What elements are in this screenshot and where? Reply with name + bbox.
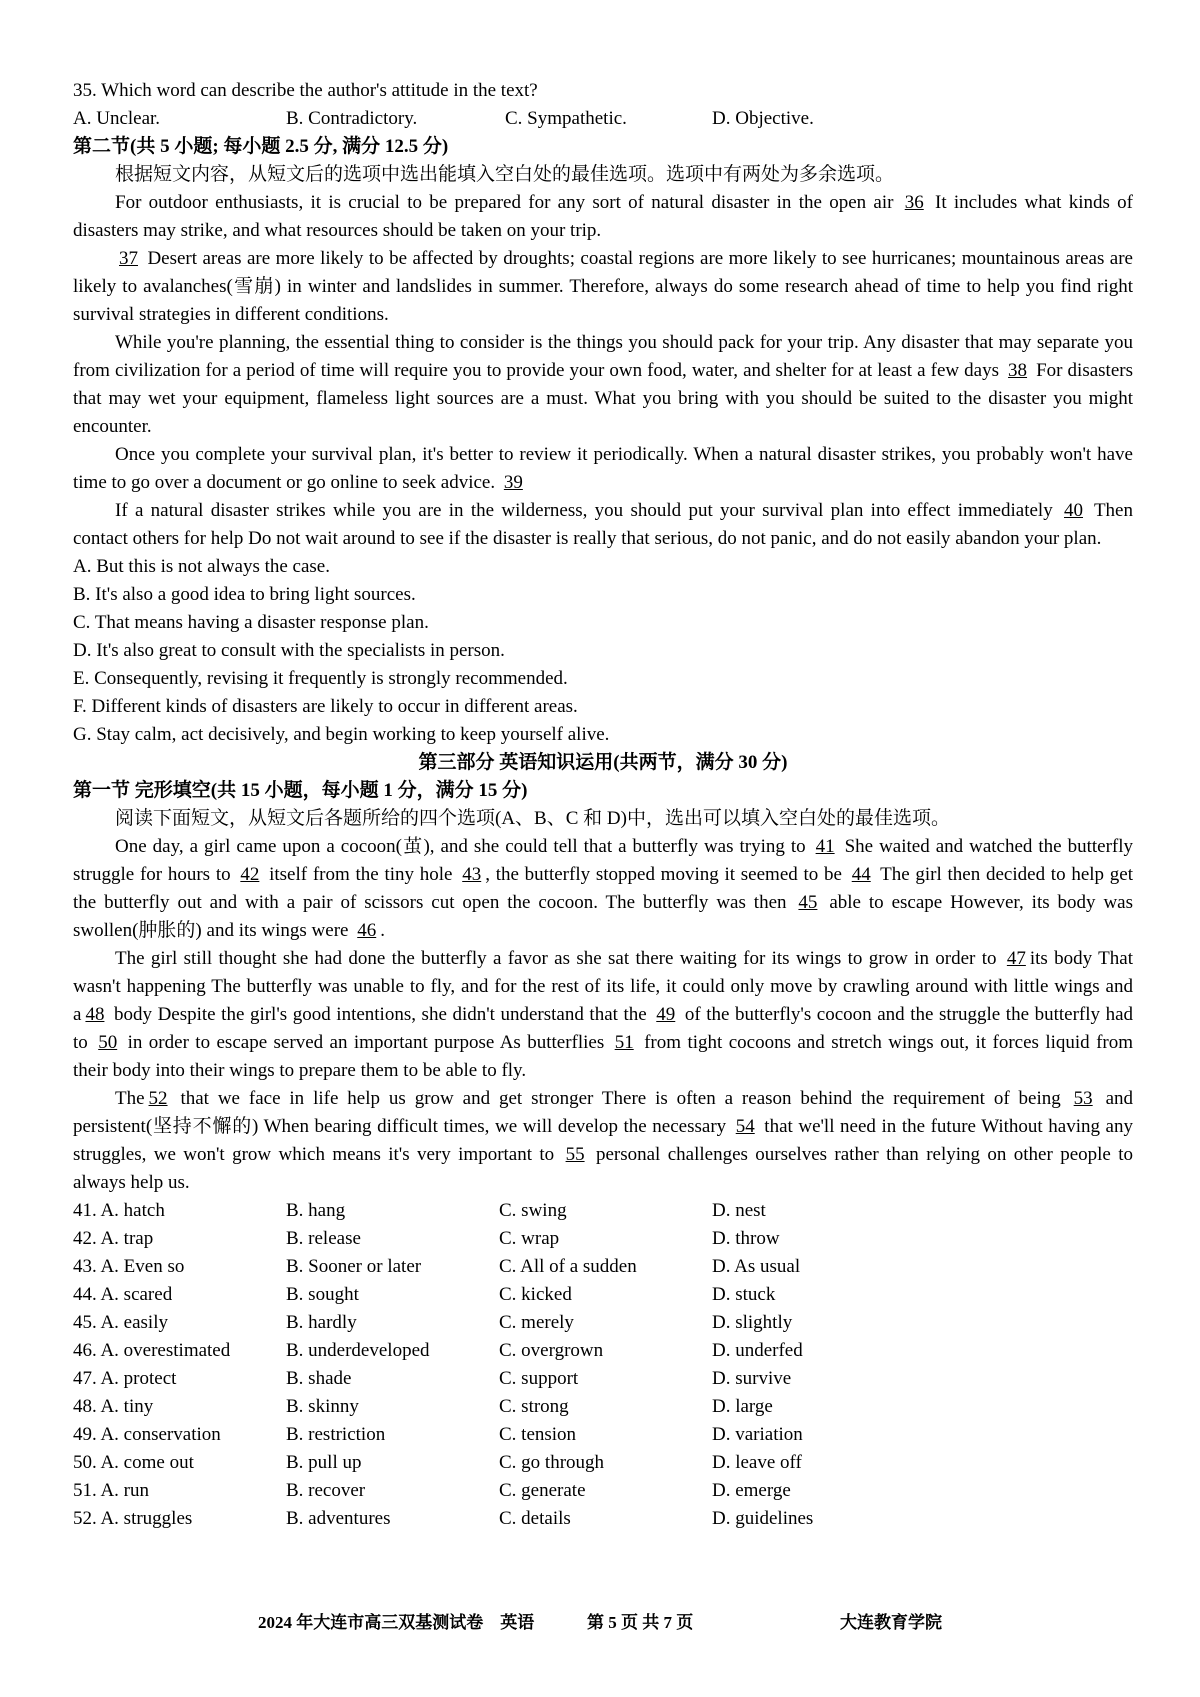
blank-53[interactable]: 53: [1073, 1088, 1093, 1109]
cloze-option[interactable]: C. details: [499, 1508, 571, 1529]
cloze-option[interactable]: B. restriction: [286, 1424, 386, 1445]
passage-text: able to escape However, its body was swollen(肿胀的) and its wings were: [73, 892, 1133, 941]
cloze-option[interactable]: B. release: [286, 1228, 361, 1249]
cloze-option[interactable]: D. leave off: [712, 1452, 802, 1473]
passage-text: from tight cocoons and stretch wings out, it forces liquid from their body into their wings to prepare them to be able to fly.: [73, 1032, 1134, 1081]
s2-option-c[interactable]: C. That means having a disaster response plan.: [73, 612, 429, 633]
blank-38[interactable]: 38: [1008, 360, 1028, 381]
cloze-option[interactable]: B. shade: [286, 1368, 352, 1389]
q35-option-b[interactable]: B. Contradictory.: [286, 108, 418, 129]
cloze-option[interactable]: B. Sooner or later: [286, 1256, 422, 1277]
passage-text: in order to escape served an important purpose As butterflies: [121, 1032, 611, 1053]
passage-text: The girl then decided to help get the butterfly out and with a pair of scissors cut open the cocoon. The butterfly was then: [73, 864, 1133, 913]
blank-36[interactable]: 36: [904, 192, 924, 213]
cloze-option[interactable]: D. emerge: [712, 1480, 791, 1501]
cloze-option[interactable]: C. swing: [499, 1200, 567, 1221]
passage-text: The: [115, 1088, 145, 1109]
footer-page-number: 第 5 页 共 7 页: [587, 1613, 694, 1632]
cloze-paragraph-2: [73, 945, 1133, 1085]
blank-55[interactable]: 55: [565, 1144, 585, 1165]
cloze-option[interactable]: D. underfed: [712, 1340, 803, 1361]
blank-49[interactable]: 49: [656, 1004, 676, 1025]
cloze-option[interactable]: D. As usual: [712, 1256, 801, 1277]
passage-text: The girl still thought she had done the butterfly a favor as she sat there waiting for its wings to grow in order to: [115, 948, 1003, 969]
cloze-question-row: [73, 1393, 1133, 1421]
cloze-option[interactable]: C. overgrown: [499, 1340, 604, 1361]
q35-option-a[interactable]: A. Unclear.: [73, 108, 161, 129]
blank-42[interactable]: 42: [240, 864, 260, 885]
cloze-option[interactable]: 49. A. conservation: [73, 1424, 221, 1445]
cloze-option[interactable]: D. slightly: [712, 1312, 793, 1333]
section2-heading: 第二节(共 5 小题; 每小题 2.5 分, 满分 12.5 分): [73, 136, 449, 157]
cloze-option[interactable]: D. survive: [712, 1368, 792, 1389]
s2-option-f[interactable]: F. Different kinds of disasters are likely to occur in different areas.: [73, 696, 578, 717]
section2-instruction: 根据短文内容，从短文后的选项中选出能填入空白处的最佳选项。选项中有两处为多余选项。: [115, 164, 895, 185]
cloze-option[interactable]: B. recover: [286, 1480, 366, 1501]
footer-organization: 大连教育学院: [840, 1613, 942, 1632]
cloze-option[interactable]: 42. A. trap: [73, 1228, 154, 1249]
cloze-option[interactable]: 50. A. come out: [73, 1452, 194, 1473]
blank-48[interactable]: 48: [85, 1004, 105, 1025]
blank-46[interactable]: 46: [357, 920, 377, 941]
q35-option-d[interactable]: D. Objective.: [712, 108, 814, 129]
cloze-paragraph-3: [73, 1085, 1133, 1197]
blank-50[interactable]: 50: [98, 1032, 118, 1053]
s2-paragraph-1: For outdoor enthusiasts, it is crucial to be prepared for any sort of natural disaster in the open air 36 It includes what kinds of disasters may strike, and what resources should be taken on your trip.: [73, 192, 1133, 241]
passage-text: its body That wasn't happening The butterfly was unable to fly, and for the rest of its life, it could only move by crawling around with little wings and a: [73, 948, 1133, 1025]
passage-text: One day, a girl came upon a cocoon(茧), and she could tell that a butterfly was trying to: [115, 836, 812, 857]
blank-43[interactable]: 43: [462, 864, 482, 885]
s2-option-d[interactable]: D. It's also great to consult with the specialists in person.: [73, 640, 505, 661]
q35-option-c[interactable]: C. Sympathetic.: [505, 108, 627, 129]
cloze-paragraph-1: [73, 833, 1133, 945]
cloze-option[interactable]: 43. A. Even so: [73, 1256, 185, 1277]
cloze-option[interactable]: C. All of a sudden: [499, 1256, 637, 1277]
passage-text: body Despite the girl's good intentions, she didn't understand that the: [108, 1004, 653, 1025]
passage-text: itself from the tiny hole: [263, 864, 459, 885]
cloze-question-row: [73, 1477, 1133, 1505]
cloze-question-row: [73, 1337, 1133, 1365]
s2-paragraph-4: Once you complete your survival plan, it's better to review it periodically. When a natural disaster strikes, you probably won't have time to go over a document or go online to seek advice. 39: [73, 444, 1133, 493]
cloze-option[interactable]: B. underdeveloped: [286, 1340, 430, 1361]
s2-paragraph-2: 37 Desert areas are more likely to be affected by droughts; coastal regions are more likely to see hurricanes; mountainous areas are likely to avalanches(雪崩) in winter and landslides in summer. Therefore, always do some research ahead of time to help you find right survival strategies in different conditions.: [73, 248, 1133, 325]
cloze-option[interactable]: D. large: [712, 1396, 773, 1417]
cloze-option[interactable]: B. hang: [286, 1200, 346, 1221]
cloze-option[interactable]: D. throw: [712, 1228, 780, 1249]
blank-51[interactable]: 51: [614, 1032, 634, 1053]
passage-text: , the butterfly stopped moving it seemed to be: [485, 864, 848, 885]
cloze-question-list: [73, 1197, 1133, 1533]
cloze-option[interactable]: C. merely: [499, 1312, 574, 1333]
s2-option-a[interactable]: A. But this is not always the case.: [73, 556, 330, 577]
cloze-question-row: [73, 1421, 1133, 1449]
cloze-option[interactable]: C. strong: [499, 1396, 569, 1417]
blank-54[interactable]: 54: [735, 1116, 755, 1137]
cloze-option[interactable]: B. skinny: [286, 1396, 359, 1417]
passage-text: that we face in life help us grow and get stronger There is often a reason behind the requirement of being: [171, 1088, 1070, 1109]
part3-instruction: 阅读下面短文，从短文后各题所给的四个选项(A、B、C 和 D)中，选出可以填入空白处的最佳选项。: [115, 808, 950, 829]
blank-44[interactable]: 44: [851, 864, 871, 885]
cloze-question-row: [73, 1505, 1133, 1533]
passage-text: of the butterfly's cocoon and the struggle the butterfly had to: [73, 1004, 1133, 1053]
cloze-question-row: [73, 1365, 1133, 1393]
cloze-option[interactable]: 51. A. run: [73, 1480, 149, 1501]
s2-option-e[interactable]: E. Consequently, revising it frequently is strongly recommended.: [73, 668, 568, 689]
cloze-option[interactable]: 44. A. scared: [73, 1284, 173, 1305]
exam-page: [73, 77, 1133, 1533]
cloze-option[interactable]: B. hardly: [286, 1312, 357, 1333]
blank-52[interactable]: 52: [148, 1088, 168, 1109]
cloze-question-row: [73, 1253, 1133, 1281]
s2-option-b[interactable]: B. It's also a good idea to bring light sources.: [73, 584, 416, 605]
passage-text: that we'll need in the future Without having any struggles, we won't grow which means it's very important to: [73, 1116, 1133, 1165]
footer-exam-title: 2024 年大连市高三双基测试卷 英语: [258, 1613, 535, 1632]
part3-section1-heading: 第一节 完形填空(共 15 小题，每小题 1 分，满分 15 分): [73, 780, 528, 801]
cloze-option[interactable]: 41. A. hatch: [73, 1200, 165, 1221]
cloze-option[interactable]: C. kicked: [499, 1284, 572, 1305]
s2-option-g[interactable]: G. Stay calm, act decisively, and begin working to keep yourself alive.: [73, 724, 610, 745]
part3-heading: 第三部分 英语知识运用(共两节，满分 30 分): [418, 752, 788, 773]
cloze-option[interactable]: B. sought: [286, 1284, 359, 1305]
cloze-option[interactable]: C. go through: [499, 1452, 605, 1473]
cloze-option[interactable]: B. pull up: [286, 1452, 362, 1473]
blank-47[interactable]: 47: [1006, 948, 1026, 969]
cloze-option[interactable]: C. support: [499, 1368, 579, 1389]
cloze-option[interactable]: D. guidelines: [712, 1508, 814, 1529]
cloze-option[interactable]: C. generate: [499, 1480, 586, 1501]
cloze-option[interactable]: 46. A. overestimated: [73, 1340, 231, 1361]
q35-stem: 35. Which word can describe the author's attitude in the text?: [73, 80, 538, 101]
blank-39[interactable]: 39: [503, 472, 523, 493]
passage-text: and persistent(坚持不懈的) When bearing difficult times, we will develop the necessary: [73, 1088, 1134, 1137]
cloze-question-row: [73, 1197, 1133, 1225]
cloze-option[interactable]: 47. A. protect: [73, 1368, 177, 1389]
passage-text: personal challenges ourselves rather than relying on other people to always help us.: [73, 1144, 1134, 1193]
cloze-question-row: [73, 1225, 1133, 1253]
cloze-option[interactable]: D. variation: [712, 1424, 803, 1445]
q35-options: [73, 105, 1133, 133]
cloze-option[interactable]: B. adventures: [286, 1508, 391, 1529]
cloze-option[interactable]: D. stuck: [712, 1284, 776, 1305]
cloze-option[interactable]: 48. A. tiny: [73, 1396, 154, 1417]
cloze-option[interactable]: C. wrap: [499, 1228, 560, 1249]
cloze-option[interactable]: D. nest: [712, 1200, 766, 1221]
cloze-option[interactable]: 52. A. struggles: [73, 1508, 193, 1529]
s2-paragraph-3: While you're planning, the essential thing to consider is the things you should pack for your trip. Any disaster that may separate you from civilization for a period of time will require you to provide your own food, water, and shelter for at least a few days 38 For disasters that may wet your equipment, flameless light sources are a must. What you bring with you should be suited to the disaster you might encounter.: [73, 332, 1133, 437]
cloze-question-row: [73, 1449, 1133, 1477]
cloze-option[interactable]: 45. A. easily: [73, 1312, 168, 1333]
blank-45[interactable]: 45: [798, 892, 818, 913]
passage-text: She waited and watched the butterfly struggle for hours to: [73, 836, 1134, 885]
blank-40[interactable]: 40: [1064, 500, 1083, 521]
blank-41[interactable]: 41: [815, 836, 835, 857]
s2-paragraph-5: If a natural disaster strikes while you are in the wilderness, you should put your survival plan into effect immediately 40 Then contact others for help Do not wait around to see if the disaster is really that serious, do not panic, and do not easily abandon your plan.: [73, 500, 1133, 549]
passage-text: .: [380, 920, 385, 941]
blank-37[interactable]: 37: [119, 248, 138, 269]
cloze-question-row: [73, 1281, 1133, 1309]
cloze-question-row: [73, 1309, 1133, 1337]
cloze-option[interactable]: C. tension: [499, 1424, 577, 1445]
